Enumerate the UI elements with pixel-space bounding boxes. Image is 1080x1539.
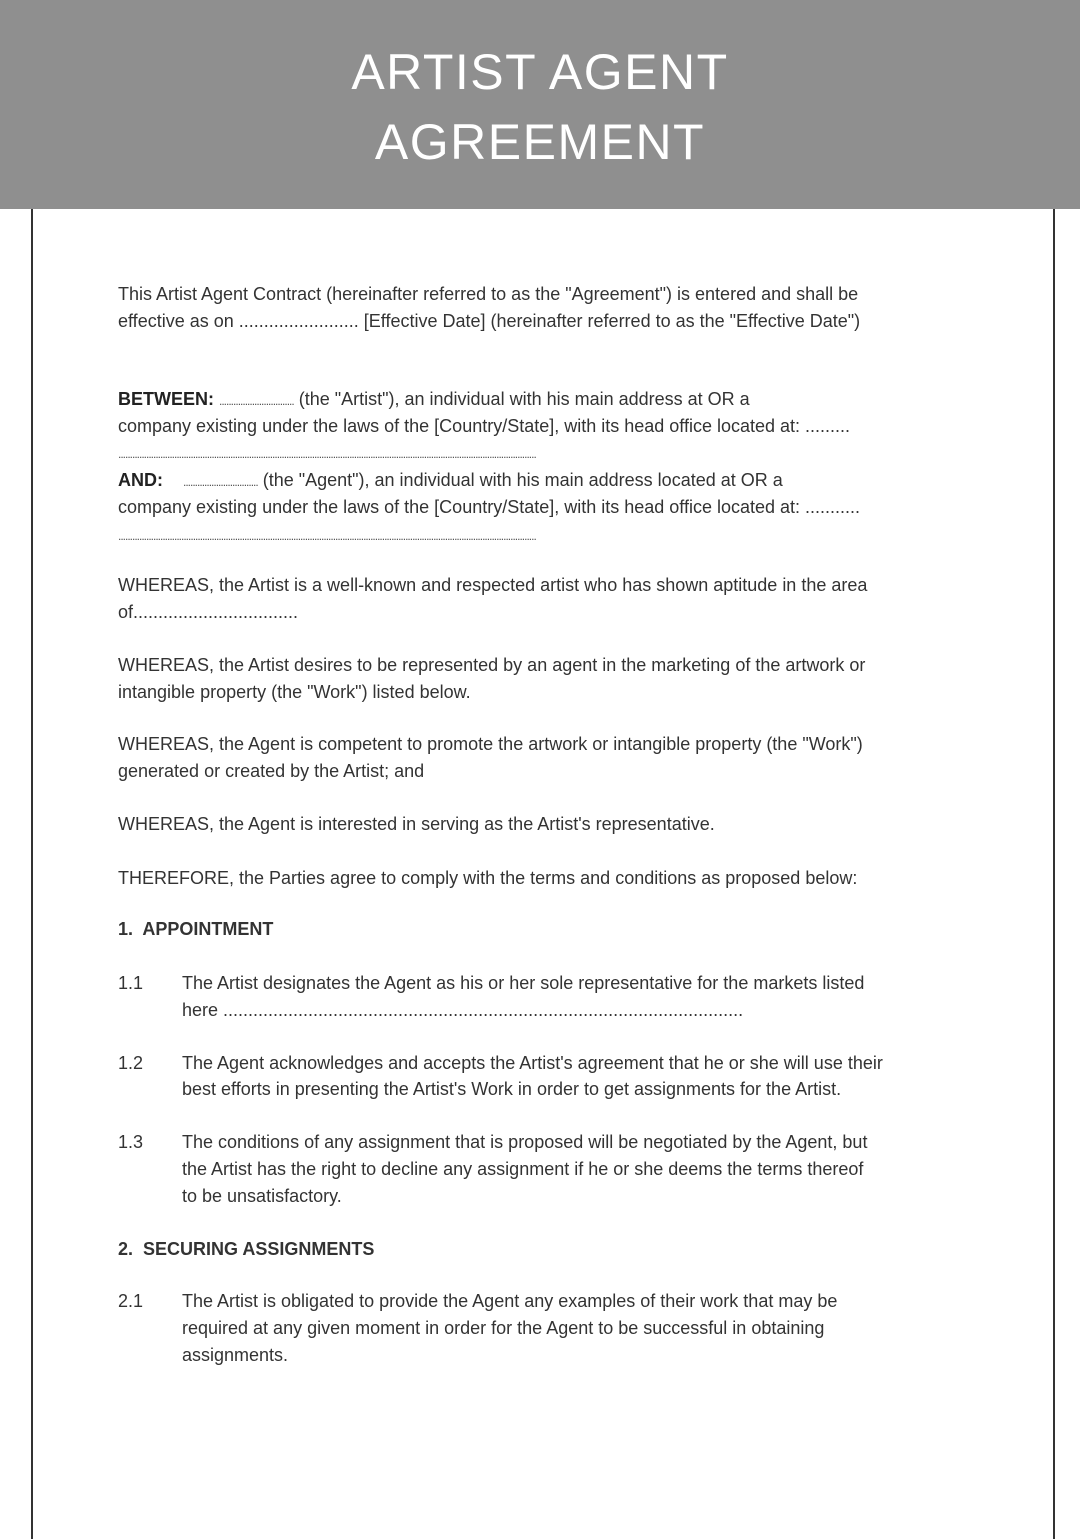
clause-line: The Artist designates the Agent as his or her sole representative for the markets listed	[182, 973, 865, 993]
and-party-line	[118, 469, 783, 493]
therefore-line: THEREFORE, the Parties agree to comply with the terms and conditions as proposed below:	[118, 868, 858, 888]
whereas-line: WHEREAS, the Agent is competent to promote the artwork or intangible property (the "Work")	[118, 734, 863, 754]
clause-line: required at any given moment in order for the Agent to be successful in obtaining	[182, 1318, 825, 1338]
blank-field: ................................	[183, 475, 258, 489]
clause-number: 1.2	[118, 1053, 144, 1073]
between-text: (the "Artist"), an individual with his main address at OR a	[293, 389, 750, 409]
between-line: company existing under the laws of the [Country/State], with its head office located at: .........	[118, 416, 851, 436]
blank-field: ................................	[219, 394, 294, 408]
clause-line: The conditions of any assignment that is proposed will be negotiated by the Agent, but	[182, 1132, 868, 1152]
intro-line: This Artist Agent Contract (hereinafter referred to as the "Agreement") is entered and shall be	[118, 284, 859, 304]
clause-line: The Artist is obligated to provide the Agent any examples of their work that may be	[182, 1291, 838, 1311]
clause-number: 1.1	[118, 973, 144, 993]
blank-field: ...................................................................................................................................................................................	[118, 447, 536, 461]
document-title-line1: ARTIST AGENT	[351, 44, 729, 100]
whereas-line: intangible property (the "Work") listed below.	[118, 682, 471, 702]
whereas-line: WHEREAS, the Agent is interested in serving as the Artist's representative.	[118, 814, 715, 834]
clause-line: the Artist has the right to decline any assignment if he or she deems the terms thereof	[182, 1159, 864, 1179]
clause-line: The Agent acknowledges and accepts the Artist's agreement that he or she will use their	[182, 1053, 883, 1073]
document-title-line2: AGREEMENT	[374, 114, 706, 170]
clause-line: best efforts in presenting the Artist's Work in order to get assignments for the Artist.	[182, 1079, 842, 1099]
whereas-line: WHEREAS, the Artist is a well-known and respected artist who has shown aptitude in the area	[118, 575, 868, 595]
whereas-line: generated or created by the Artist; and	[118, 761, 425, 781]
whereas-line: WHEREAS, the Artist desires to be represented by an agent in the marketing of the artwork or	[118, 655, 866, 675]
whereas-line: of.................................	[118, 602, 299, 622]
section-heading: 1. APPOINTMENT	[118, 919, 274, 939]
title-banner	[0, 0, 1080, 209]
between-label: BETWEEN:	[118, 389, 214, 409]
clause-line: to be unsatisfactory.	[182, 1186, 342, 1206]
and-line: company existing under the laws of the [Country/State], with its head office located at: ...........	[118, 497, 861, 517]
and-text: (the "Agent"), an individual with his main address located at OR a	[257, 470, 783, 490]
clause-line: here ........................................................................................................	[182, 1000, 744, 1020]
between-party-line	[118, 388, 750, 412]
clause-number: 2.1	[118, 1291, 144, 1311]
clause-line: assignments.	[182, 1345, 289, 1365]
and-label: AND:	[118, 470, 163, 490]
section-heading: 2. SECURING ASSIGNMENTS	[118, 1239, 375, 1259]
intro-line: effective as on ........................ [Effective Date] (hereinafter referred to as the "Effective Date")	[118, 311, 861, 331]
blank-field: ...................................................................................................................................................................................	[118, 529, 536, 543]
clause-number: 1.3	[118, 1132, 144, 1152]
